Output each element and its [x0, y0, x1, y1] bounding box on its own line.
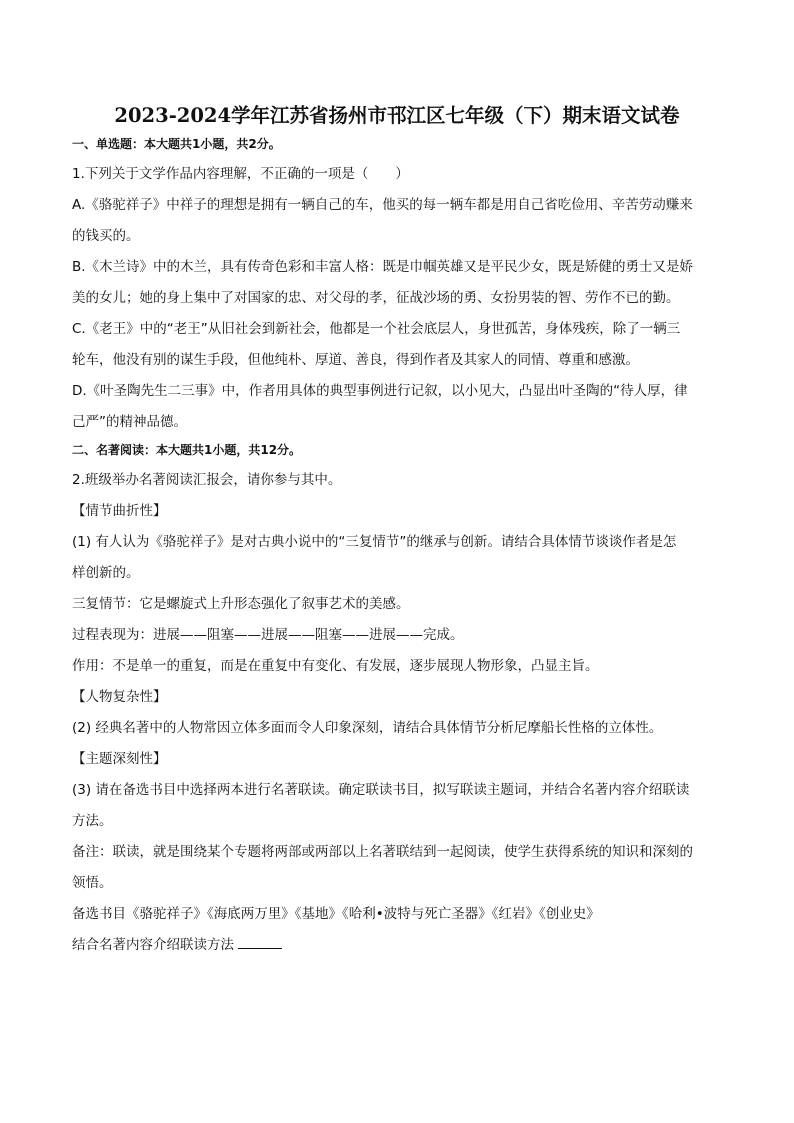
option-a-line1: A.《骆驼祥子》中祥子的理想是拥有一辆自己的车，他买的每一辆车都是用自己省吃俭用、辛苦劳动赚来 — [72, 197, 693, 213]
option-a-line2: 的钱买的。 — [72, 228, 140, 244]
part-3-label: 【主题深刻性】 — [72, 751, 167, 767]
option-c-line1: C.《老王》中的“老王”从旧社会到新社会，他都是一个社会底层人，身世孤苦，身体残疾，除了一辆三 — [72, 321, 681, 337]
exam-title: 2023-2024学年江苏省扬州市邗江区七年级（下）期末语文试卷 — [114, 104, 680, 127]
option-d-line1: D.《叶圣陶先生二三事》中，作者用具体的典型事例进行记叙，以小见大，凸显出叶圣陶的“待人厚，律 — [72, 383, 688, 399]
part-2-label: 【人物复杂性】 — [72, 689, 167, 705]
part-1-note-3: 作用：不是单一的重复，而是在重复中有变化、有发展，逐步展现人物形象，凸显主旨。 — [72, 658, 599, 674]
part-3-note-line2: 领悟。 — [72, 875, 113, 891]
question-2: 2.班级举办名著阅读汇报会，请你参与其中。 — [72, 472, 342, 488]
part-1-label: 【情节曲折性】 — [72, 503, 167, 519]
part-1-note-1: 三复情节：它是螺旋式上升形态强化了叙事艺术的美感。 — [72, 596, 410, 612]
section-2-heading: 二、名著阅读：本大题共1小题，共12分。 — [72, 443, 302, 457]
part-3-question-line1: (3) 请在备选书目中选择两本进行名著联读。确定联读书目，拟写联读主题词，并结合名著内容介绍联读 — [72, 782, 690, 798]
option-c-line2: 轮车，他没有别的谋生手段，但他纯朴、厚道、善良，得到作者及其家人的同情、尊重和感激。 — [72, 352, 639, 368]
part-1-question-line2: 样创新的。 — [72, 565, 140, 581]
answer-blank[interactable] — [238, 936, 282, 949]
book-list: 备选书目《骆驼祥子》《海底两万里》《基地》《哈利•波特与死亡圣器》《红岩》《创业史》 — [72, 906, 600, 922]
part-3-note-line1: 备注：联读，就是围绕某个专题将两部或两部以上名著联结到一起阅读，使学生获得系统的知识和深刻的 — [72, 844, 693, 860]
exam-page — [72, 100, 722, 961]
answer-prompt: 结合名著内容介绍联读方法 — [72, 937, 234, 953]
option-b-line1: B.《木兰诗》中的木兰，具有传奇色彩和丰富人格：既是巾帼英雄又是平民少女，既是矫健的勇士又是娇 — [72, 259, 694, 275]
answer-prompt-row — [72, 930, 722, 961]
part-1-note-2: 过程表现为：进展——阻塞——进展——阻塞——进展——完成。 — [72, 627, 464, 643]
question-1: 1.下列关于文学作品内容理解，不正确的一项是（ ） — [72, 166, 409, 182]
part-2-question: (2) 经典名著中的人物常因立体多面而令人印象深刻，请结合具体情节分析尼摩船长性格的立体性。 — [72, 720, 663, 736]
part-3-question-line2: 方法。 — [72, 813, 113, 829]
part-1-question-line1: (1) 有人认为《骆驼祥子》是对古典小说中的“三复情节”的继承与创新。请结合具体情节谈谈作者是怎 — [72, 534, 677, 550]
section-1-heading: 一、单选题：本大题共1小题，共2分。 — [72, 137, 281, 151]
option-d-line2: 己严”的精神品德。 — [72, 414, 187, 430]
option-b-line2: 美的女儿；她的身上集中了对国家的忠、对父母的孝，征战沙场的勇、女扮男装的智、劳作不已的勤。 — [72, 290, 680, 306]
